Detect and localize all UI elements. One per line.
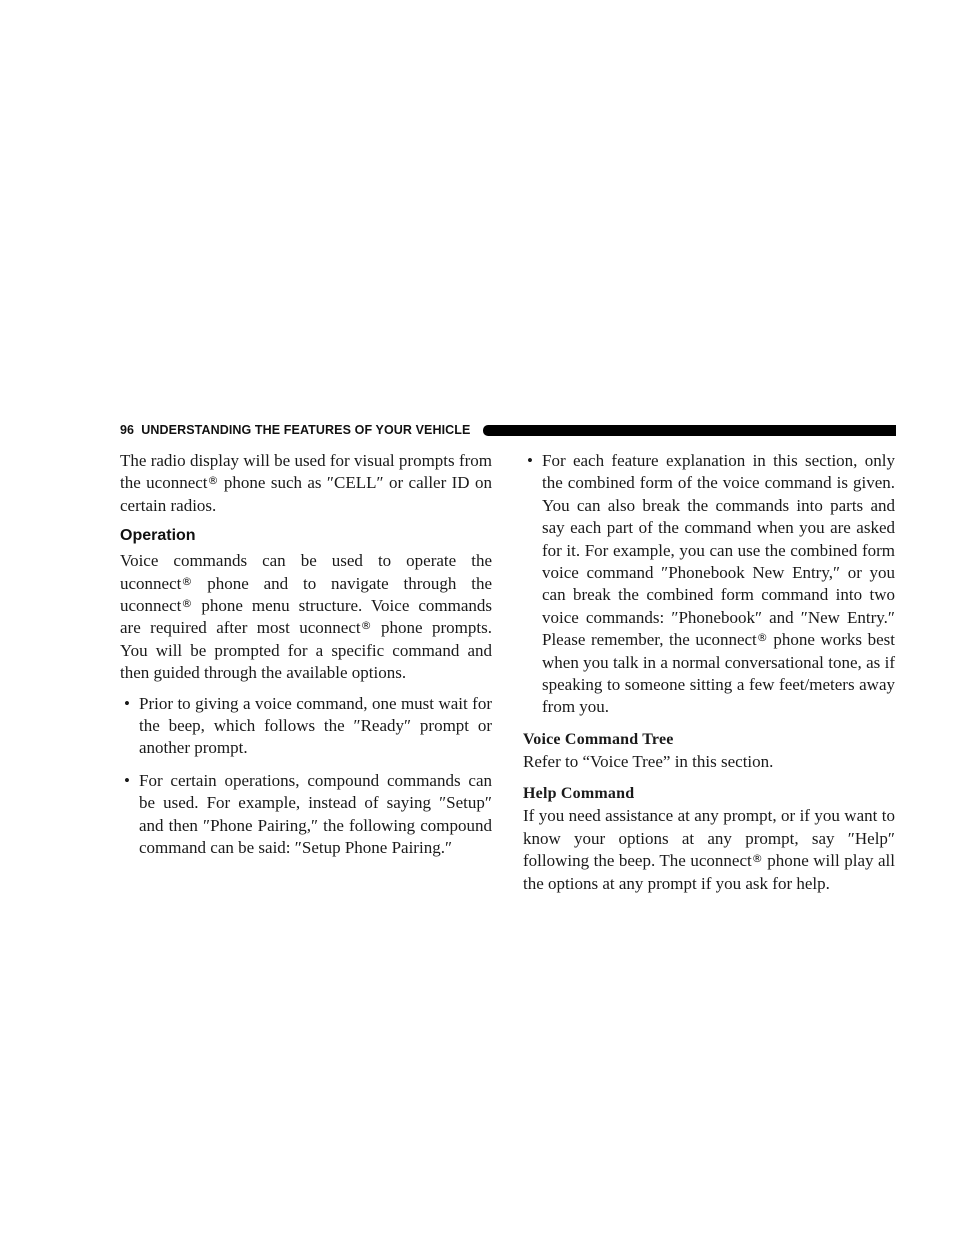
operation-heading: Operation bbox=[120, 527, 196, 545]
registered-trademark-icon: ® bbox=[751, 852, 763, 866]
header-rule bbox=[483, 425, 896, 436]
bullet-text: For each feature explanation in this section, only the combined form of the voice command is given. You can also break the commands into parts and say each part of the command when you are asked for it. For example, you can use the combined form voice command ″Phonebook New Entry,″ or you can break the combined form command into two voice commands: ″Phonebook″ and ″New Entry.″ Please remember, the uconnect® phone works best when you talk in a normal conversational tone, as if speaking to someone sitting a few feet/meters away from you. bbox=[542, 451, 895, 717]
registered-trademark-icon: ® bbox=[756, 631, 768, 645]
voice-command-tree-paragraph: Refer to “Voice Tree” in this section. bbox=[523, 751, 774, 771]
bullet-text: Prior to giving a voice command, one must wait for the beep, which follows the ″Ready″ prompt or another prompt. bbox=[139, 693, 492, 758]
section-title: UNDERSTANDING THE FEATURES OF YOUR VEHICLE bbox=[141, 423, 471, 437]
bullet-item bbox=[120, 693, 492, 760]
bullet-item bbox=[523, 450, 895, 719]
registered-trademark-icon: ® bbox=[181, 597, 193, 611]
bullet-item bbox=[120, 770, 492, 860]
bullet-icon: • bbox=[124, 770, 130, 790]
help-command-paragraph: If you need assistance at any prompt, or if you want to know your options at any prompt, say ″Help″ following the beep. The uconnect® phone will play all the options at any prompt if you ask for help. bbox=[523, 806, 895, 893]
help-command-heading: Help Command bbox=[523, 785, 635, 803]
bullet-icon: • bbox=[124, 693, 130, 713]
page-number: 96 bbox=[120, 423, 135, 437]
right-column bbox=[523, 450, 895, 895]
voice-command-tree-heading: Voice Command Tree bbox=[523, 730, 674, 748]
operation-paragraph: Voice commands can be used to operate the uconnect® phone and to navigate through the uconnect® phone menu structure. Voice commands are required after most uconnect® phone prompts. You will be prompted for a specific command and then guided through the available options. bbox=[120, 551, 492, 683]
registered-trademark-icon: ® bbox=[207, 474, 219, 488]
registered-trademark-icon: ® bbox=[181, 574, 193, 588]
page-header bbox=[120, 422, 896, 438]
bullet-icon: • bbox=[527, 451, 533, 470]
intro-paragraph: The radio display will be used for visual prompts from the uconnect® phone such as ″CELL″ or caller ID on certain radios. bbox=[120, 451, 492, 515]
left-column bbox=[120, 450, 492, 860]
bullet-text: For certain operations, compound commands can be used. For example, instead of saying ″Setup″ and then ″Phone Pairing,″ the following compound command can be said: ″Setup Phone Pairing.″ bbox=[139, 770, 492, 858]
registered-trademark-icon: ® bbox=[360, 619, 372, 633]
header-text bbox=[120, 422, 470, 438]
